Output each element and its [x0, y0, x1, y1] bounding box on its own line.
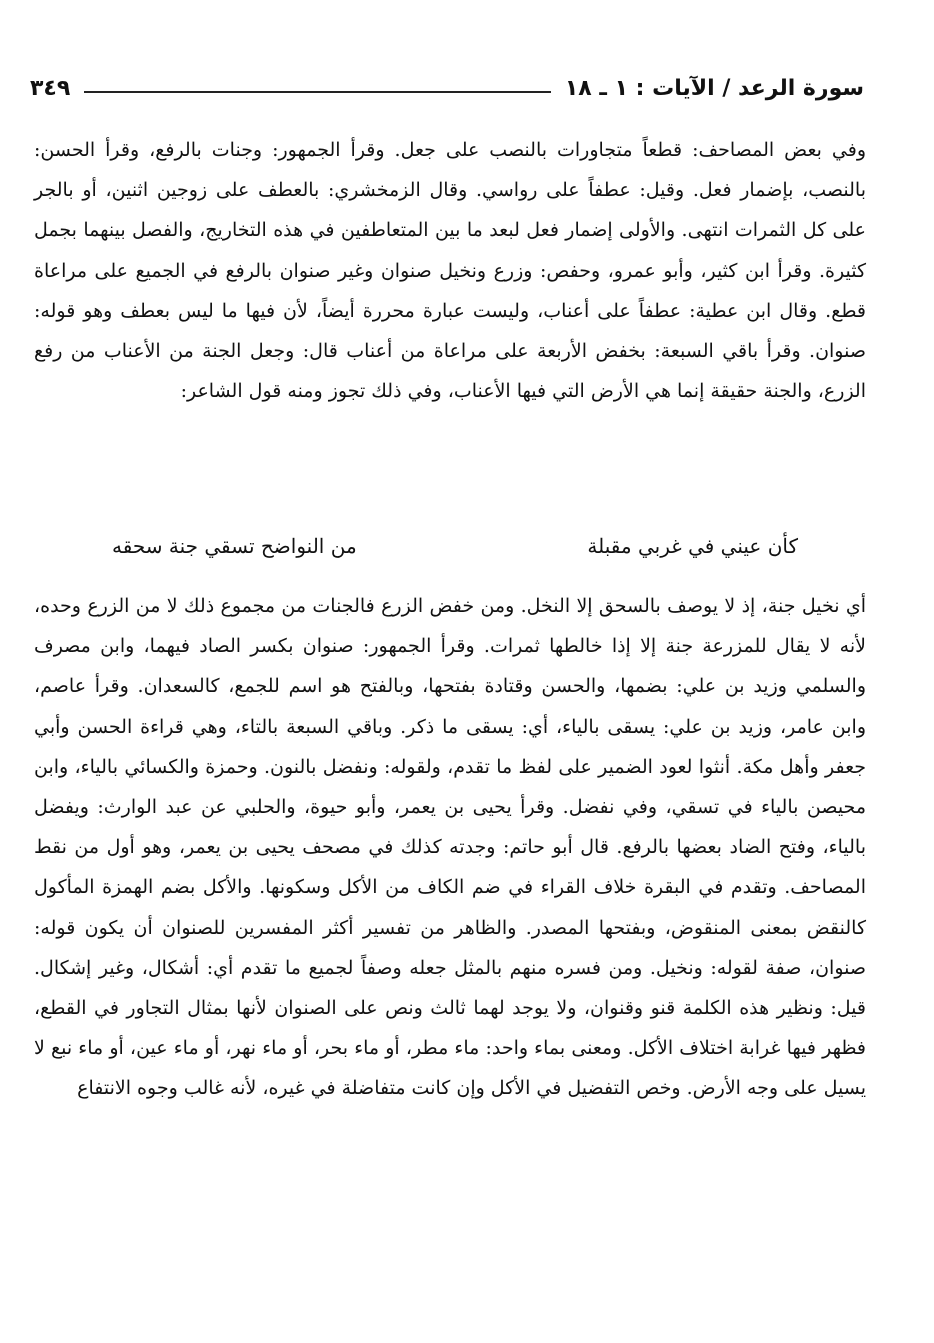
running-header — [30, 68, 864, 108]
page-number: ٣٤٩ — [30, 75, 71, 101]
chapter-title: سورة الرعد / الآيات : ١ ـ ١٨ — [564, 75, 864, 101]
poetry-verse — [112, 522, 798, 570]
body-paragraph: وفي بعض المصاحف: قطعاً متجاورات بالنصب على جعل. وقرأ الجمهور: وجنات بالرفع، وقرأ الحسن: بالنصب، بإضمار فعل. وقيل: عطفاً على رواسي. وقال الزمخشري: بالعطف على زوجين اثنين، أو بالجر على كل الثمرات انتهى. والأولى إضمار فعل لبعد ما بين المتعاطفين في هذه التخاريج، والفصل بينهما بجمل كثيرة. وقرأ ابن كثير، وأبو عمرو، وحفص: وزرع ونخيل صنوان وغير صنوان بالرفع في الجميع على مراعاة قطع. وقال ابن عطية: عطفاً على أعناب، وليست عبارة محررة أيضاً، لأن فيها ما ليس بعطف وهو قوله: صنوان. وقرأ باقي السبعة: بخفض الأربعة على مراعاة من أعناب قال: وجعل الجنة من الأعناب من رفع الزرع، والجنة حقيقة إنما هي الأرض التي فيها الأعناب، وفي ذلك تجوز ومنه قول الشاعر: — [34, 139, 866, 403]
header-divider — [84, 91, 551, 93]
verse-second-hemistich: من النواضح تسقي جنة سحقه — [112, 534, 357, 558]
body-paragraph: أي نخيل جنة، إذ لا يوصف بالسحق إلا النخل. ومن خفض الزرع فالجنات من مجموع ذلك لا من الزرع وحده، لأنه لا يقال للمزرعة جنة إلا إذا خالطها ثمرات. وقرأ الجمهور: صنوان بكسر الصاد فيهما، وابن مصرف والسلمي وزيد بن علي: بضمها، والحسن وقتادة بفتحها، وبالفتح هو اسم للجمع، كالسعدان. وقرأ عاصم، وابن عامر، وزيد بن علي: يسقى بالياء، أي: يسقى ما ذكر. وباقي السبعة بالتاء، وهي قراءة الحسن وأبي جعفر وأهل مكة. أنثوا لعود الضمير على لفظ ما تقدم، ولقوله: ونفضل بالنون. وحمزة والكسائي بالياء، وابن محيصن بالياء في تسقي، وفي نفضل. وقرأ يحيى بن يعمر، وأبو حيوة، والحلبي عن عبد الوارث: ويفضل بالياء، وفتح الضاد بعضها بالرفع. قال أبو حاتم: وجدته كذلك في مصحف يحيى بن يعمر، وهو أول من نقط المصاحف. وتقدم في البقرة خلاف القراء في ضم الكاف من الأكل وسكونها. والأكل بضم الهمزة المأكول كالنقض بمعنى المنقوض، وبفتحها المصدر. والظاهر من تفسير أكثر المفسرين للصنوان أن يكون قوله: صنوان، صفة لقوله: ونخيل. ومن فسره منهم بالمثل جعله وصفاً لجميع ما تقدم أي: أشكال، وغير إشكال. قيل: ونظير هذه الكلمة قنو وقنوان، ولا يوجد لهما ثالث ونص على الصنوان لأنها بمثال التجاور في القطع، فظهر فيها غرابة اختلاف الأكل. ومعنى بماء واحد: ماء مطر، أو ماء بحر، أو ماء نهر، أو ماء عين، أو ماء نبع لا يسيل على وجه الأرض. وخص التفضيل في الأكل وإن كانت متفاضلة في غيره، لأنه غالب وجوه الانتفاع — [34, 595, 866, 1100]
verse-first-hemistich: كأن عيني في غربي مقبلة — [587, 534, 798, 558]
